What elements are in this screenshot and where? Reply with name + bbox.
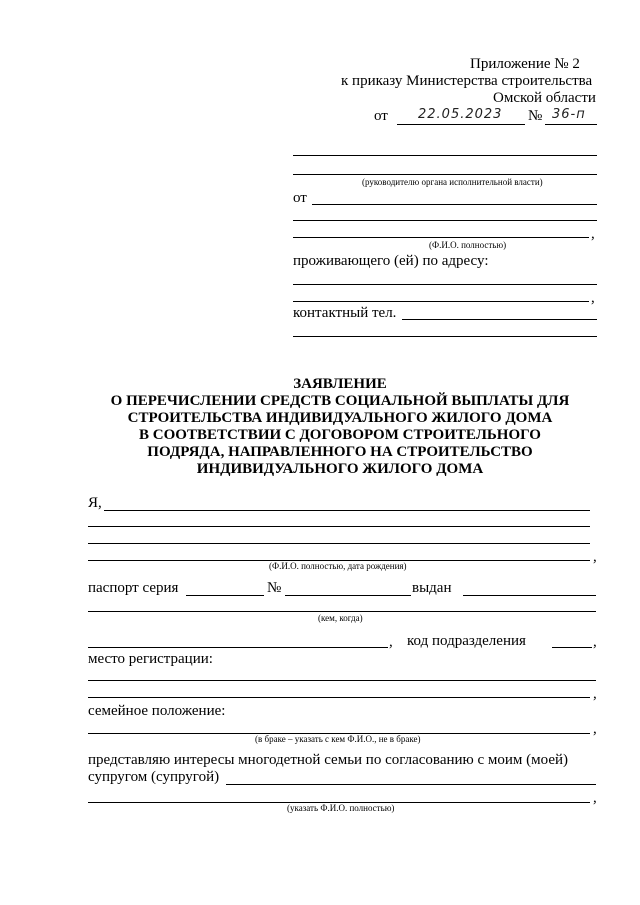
passport-series-label: паспорт серия: [88, 580, 179, 596]
registration-label: место регистрации:: [88, 651, 213, 667]
dept-code-label: код подразделения: [407, 633, 526, 649]
phone-label: контактный тел.: [293, 305, 397, 321]
i-label: Я,: [88, 495, 102, 511]
recipient-line-1: [293, 155, 597, 156]
passport-series-line: [186, 595, 264, 596]
family-status-label: семейное положение:: [88, 703, 226, 719]
phone-line: [402, 319, 597, 320]
registration-line-2: [88, 697, 590, 698]
comma: ,: [593, 721, 597, 737]
number-prefix: №: [528, 108, 543, 124]
phone-line-2: [293, 336, 597, 337]
comma: ,: [593, 634, 597, 650]
fio-caption: (Ф.И.О. полностью): [429, 240, 507, 250]
issued-label: выдан: [412, 580, 452, 596]
issued-by-caption: (кем, когда): [318, 613, 363, 623]
from-line-1: [312, 204, 597, 205]
spouse-caption: (указать Ф.И.О. полностью): [287, 803, 395, 813]
applicant-line-2: [88, 526, 590, 527]
order-date-handwritten: 22.05.2023: [418, 107, 503, 122]
comma: ,: [593, 686, 597, 702]
applicant-line-3: [88, 543, 590, 544]
applicant-line-1: [104, 510, 590, 511]
comma: ,: [593, 790, 597, 806]
dept-code-line: [552, 647, 592, 648]
title-line-5: ПОДРЯДА, НАПРАВЛЕННОГО НА СТРОИТЕЛЬСТВО: [147, 444, 533, 460]
order-date-line: [397, 124, 525, 125]
issued-by-line: [88, 611, 596, 612]
comma: ,: [389, 634, 393, 650]
from-label: от: [293, 190, 307, 206]
title-line-4: В СООТВЕТСТВИИ С ДОГОВОРОМ СТРОИТЕЛЬНОГО: [139, 427, 541, 443]
order-number-handwritten: 36-п: [552, 107, 586, 122]
issued-line: [463, 595, 596, 596]
title-line-2: О ПЕРЕЧИСЛЕНИИ СРЕДСТВ СОЦИАЛЬНОЙ ВЫПЛАТЫ ДЛЯ: [110, 393, 570, 409]
from-line-2: [293, 220, 597, 221]
recipient-caption: (руководителю органа исполнительной власти): [362, 177, 543, 187]
registration-line-1: [88, 680, 596, 681]
comma: ,: [593, 549, 597, 565]
address-label: проживающего (ей) по адресу:: [293, 253, 489, 269]
appendix-number: Приложение № 2: [470, 56, 580, 72]
recipient-line-2: [293, 174, 597, 175]
document-title: ЗАЯВЛЕНИЕ: [293, 376, 387, 392]
spouse-line-1: [226, 784, 596, 785]
comma: ,: [591, 226, 595, 242]
issued-by-line-2: [88, 647, 388, 648]
passport-number-label: №: [267, 580, 282, 596]
order-number-line: [545, 124, 597, 125]
represent-text-line-1: представляю интересы многодетной семьи по согласованию с моим (моей): [88, 752, 569, 768]
passport-number-line: [285, 595, 411, 596]
fio-dob-caption: (Ф.И.О. полностью, дата рождения): [269, 561, 407, 571]
from-line-3: [293, 237, 589, 238]
comma: ,: [591, 290, 595, 306]
region-name: Омской области: [493, 90, 596, 106]
title-line-3: СТРОИТЕЛЬСТВА ИНДИВИДУАЛЬНОГО ЖИЛОГО ДОМА: [127, 410, 553, 426]
married-caption: (в браке – указать с кем Ф.И.О., не в браке): [255, 734, 421, 744]
date-prefix: от: [374, 108, 388, 124]
order-reference: к приказу Министерства строительства: [341, 73, 593, 89]
represent-text-line-2: супругом (супругой): [88, 769, 220, 785]
address-line-1: [293, 284, 597, 285]
address-line-2: [293, 301, 589, 302]
title-line-6: ИНДИВИДУАЛЬНОГО ЖИЛОГО ДОМА: [196, 461, 484, 477]
